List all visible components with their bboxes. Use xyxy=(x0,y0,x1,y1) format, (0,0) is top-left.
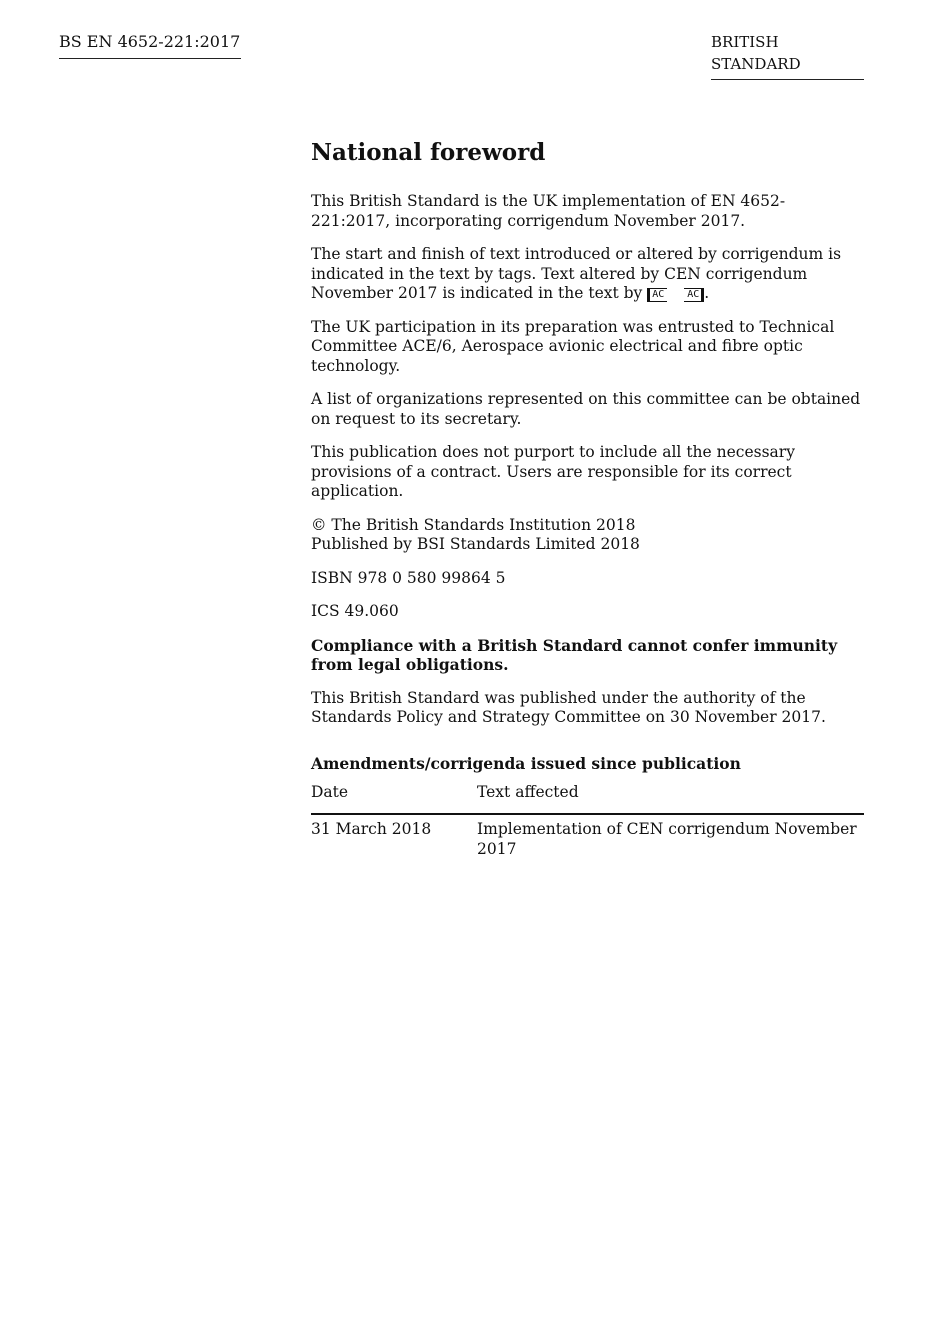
ac-open-tag-icon: AC xyxy=(647,288,667,302)
paragraph-contract: This publication does not purport to include all the necessary provisions of a contract. Users are responsible for its correct application. xyxy=(311,443,795,500)
foreword-body xyxy=(311,138,864,859)
paragraph-committee: The UK participation in its preparation was entrusted to Technical Committee ACE/6, Aerospace avionic electrical and fibre optic technology. xyxy=(311,317,835,375)
compliance-notice: Compliance with a British Standard cannot confer immunity from legal obligations. xyxy=(311,635,838,674)
corrigendum-text: The start and finish of text introduced or altered by corrigendum is indicated in the text by tags. Text altered by CEN corrigendum November 2017 is indicated in the text by xyxy=(311,245,842,302)
ac-close-tag-icon: AC xyxy=(684,288,704,302)
paragraph-corrigendum-tags xyxy=(311,245,864,304)
paragraph-authority: This British Standard was published under the authority of the Standards Policy and Strategy Committee on 30 November 2017. xyxy=(311,688,826,726)
amendment-date: 31 March 2018 xyxy=(311,820,432,838)
amendment-text: Implementation of CEN corrigendum November 2017 xyxy=(477,820,857,858)
column-header-text-affected: Text affected xyxy=(477,783,864,815)
standard-type-label: BRITISH STANDARD xyxy=(711,31,864,80)
amendments-title: Amendments/corrigenda issued since publication xyxy=(311,753,741,773)
copyright-line: © The British Standards Institution 2018 xyxy=(311,515,636,534)
document-id: BS EN 4652-221:2017 xyxy=(59,31,241,59)
ics: ICS 49.060 xyxy=(311,602,399,620)
column-header-date: Date xyxy=(311,783,477,815)
page-title: National foreword xyxy=(311,139,546,166)
table-header-row xyxy=(311,783,864,815)
table-row xyxy=(311,814,864,859)
paragraph-organizations: A list of organizations represented on this committee can be obtained on request to its secretary. xyxy=(311,390,861,428)
corrigendum-period: . xyxy=(704,284,710,302)
amendments-table xyxy=(311,783,864,860)
paragraph-copyright xyxy=(311,516,864,555)
paragraph-implementation: This British Standard is the UK implementation of EN 4652-221:2017, incorporating corrigendum November 2017. xyxy=(311,192,786,230)
published-line: Published by BSI Standards Limited 2018 xyxy=(311,535,640,553)
isbn: ISBN 978 0 580 99864 5 xyxy=(311,568,506,587)
